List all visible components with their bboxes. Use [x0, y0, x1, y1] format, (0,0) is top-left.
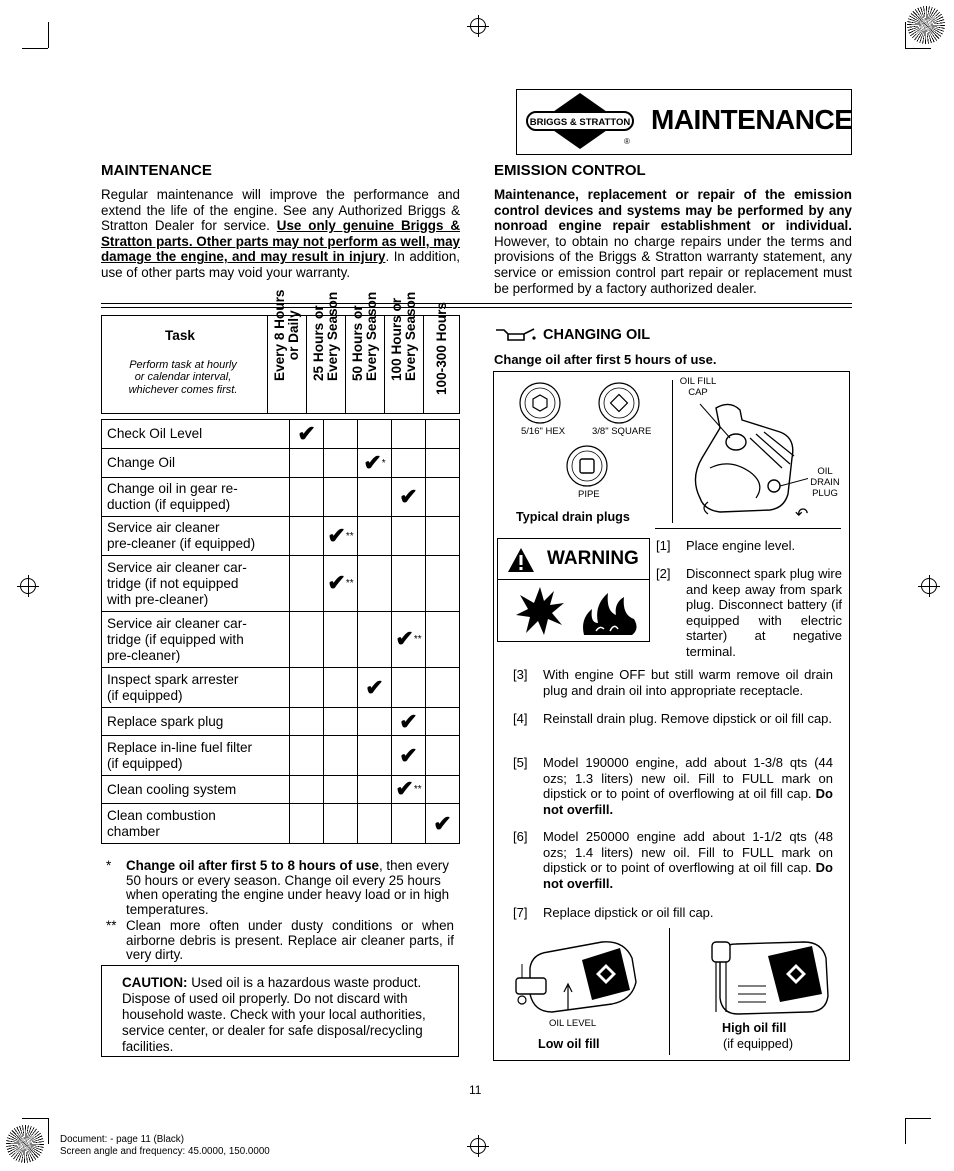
- high-oil-fill-illustration: [708, 936, 834, 1018]
- high-oil-fill-caption: High oil fill: [722, 1021, 787, 1035]
- crop-mark: [22, 1118, 48, 1119]
- crop-mark: [905, 48, 931, 49]
- engine-illustration: [680, 398, 808, 524]
- explosion-icon: [514, 585, 566, 637]
- crop-mark: [905, 1118, 931, 1119]
- column-header: 50 Hours or Every Season: [345, 316, 383, 413]
- task-header: Task: [165, 328, 195, 343]
- divider: [672, 380, 673, 523]
- crop-mark: [905, 22, 906, 48]
- footnote-mark: **: [106, 918, 117, 933]
- starburst-mark: [907, 6, 945, 44]
- divider: [101, 303, 852, 304]
- caution-box: CAUTION: Used oil is a hazardous waste product. Dispose of used oil properly. Do not discard with household waste. Check with your local authorities, service center, or dealer for safe disposal/recycling facilities.: [101, 965, 459, 1057]
- table-row: Change oil in gear re- duction (if equipped) ✔: [102, 478, 460, 517]
- changing-oil-heading: CHANGING OIL: [543, 327, 651, 343]
- divider: [655, 528, 841, 529]
- table-row: Clean combustion chamber ✔: [102, 804, 460, 844]
- crop-mark: [905, 1118, 906, 1144]
- column-header: 100 Hours or Every Season: [384, 316, 422, 413]
- warning-triangle-icon: [507, 547, 535, 573]
- svg-text:BRIGGS & STRATTON: BRIGGS & STRATTON: [529, 117, 631, 128]
- starburst-mark: [6, 1125, 44, 1163]
- table-row: Replace spark plug ✔: [102, 708, 460, 736]
- table-row: Clean cooling system ✔**: [102, 776, 460, 804]
- oil-level-label: OIL LEVEL: [549, 1018, 597, 1029]
- registration-mark: [470, 1138, 486, 1154]
- divider: [669, 928, 670, 1055]
- page-header: [516, 89, 852, 155]
- oil-can-icon: [494, 326, 538, 342]
- hex-label: 5/16" HEX: [521, 426, 566, 437]
- maintenance-paragraph: Regular maintenance will improve the performance and extend the life of the engine. See any Authorized Briggs & Stratton Dealer for service. Use only genuine Briggs & Stratton parts. Other parts may not perform as well, may damage the engine, and may result in injury. In addition, use of other parts may void your warranty.: [101, 187, 460, 280]
- warning-title: WARNING: [547, 548, 639, 569]
- table-row: Check Oil Level ✔: [102, 420, 460, 449]
- table-row: Inspect spark arrester (if equipped) ✔: [102, 668, 460, 708]
- footnote-single: Change oil after first 5 to 8 hours of use, then every 50 hours or every season. Change oil every 25 hours when operating the engine under heavy load or in high temperatures.: [126, 858, 450, 917]
- pipe-label: PIPE: [578, 489, 600, 500]
- oil-drain-plug-label: OIL DRAIN PLUG: [810, 466, 840, 499]
- changing-oil-subheading: Change oil after first 5 hours of use.: [494, 352, 717, 367]
- maintenance-schedule-table: [101, 419, 460, 844]
- table-row: Service air cleaner car- tridge (if not equipped with pre-cleaner) ✔**: [102, 556, 460, 612]
- maintenance-heading: MAINTENANCE: [101, 162, 212, 179]
- crop-mark: [48, 22, 49, 48]
- column-header: Every 8 Hours or Daily: [267, 316, 305, 413]
- high-oil-fill-note: (if equipped): [723, 1037, 794, 1051]
- fire-icon: [580, 589, 640, 637]
- column-header: 25 Hours or Every Season: [306, 316, 344, 413]
- divider: [101, 307, 852, 308]
- low-oil-fill-illustration: [512, 938, 638, 1016]
- crop-mark: [48, 1118, 49, 1144]
- low-oil-fill-caption: Low oil fill: [538, 1037, 600, 1051]
- table-row: Replace in-line fuel filter (if equipped) ✔: [102, 736, 460, 776]
- table-row: Service air cleaner pre-cleaner (if equipped) ✔**: [102, 517, 460, 556]
- footnote-mark: *: [106, 858, 112, 873]
- page-number: 11: [469, 1083, 482, 1097]
- registration-mark: [470, 18, 486, 34]
- table-row: Service air cleaner car- tridge (if equipped with pre-cleaner) ✔**: [102, 612, 460, 668]
- drain-arrow-icon: ↶: [795, 506, 809, 523]
- column-header: 100-300 Hours: [423, 316, 460, 413]
- print-info: Document: - page 11 (Black) Screen angle and frequency: 45.0000, 150.0000: [60, 1134, 270, 1157]
- hex-plug-icon: [518, 381, 562, 425]
- briggs-stratton-logo: [525, 92, 635, 150]
- square-plug-icon: [597, 381, 641, 425]
- warning-box: [497, 538, 650, 642]
- footnote-double: Clean more often under dusty conditions or when airborne debris is present. Replace air cleaner parts, if very dirty.: [126, 918, 454, 963]
- typical-drain-plugs-caption: Typical drain plugs: [516, 510, 630, 524]
- page-title: MAINTENANCE: [651, 104, 853, 135]
- schedule-header: [101, 289, 460, 414]
- emission-paragraph: Maintenance, replacement or repair of the emission control devices and systems may be performed by any nonroad engine repair establishment or individual. However, to obtain no charge repairs under the terms and provisions of the Briggs & Stratton warranty statement, any service or emission control part repair or replacement must be performed by a factory authorized dealer.: [494, 187, 852, 296]
- registration-mark: [20, 578, 36, 594]
- table-row: Change Oil ✔*: [102, 449, 460, 478]
- pipe-plug-icon: [565, 444, 609, 488]
- oil-fill-cap-label: OIL FILL CAP: [679, 376, 717, 398]
- svg-text:®: ®: [624, 137, 630, 146]
- task-note: Perform task at hourly or calendar interval, whichever comes first.: [128, 359, 238, 396]
- emission-heading: EMISSION CONTROL: [494, 162, 646, 179]
- registration-mark: [921, 578, 937, 594]
- square-label: 3/8" SQUARE: [592, 426, 652, 437]
- crop-mark: [22, 48, 48, 49]
